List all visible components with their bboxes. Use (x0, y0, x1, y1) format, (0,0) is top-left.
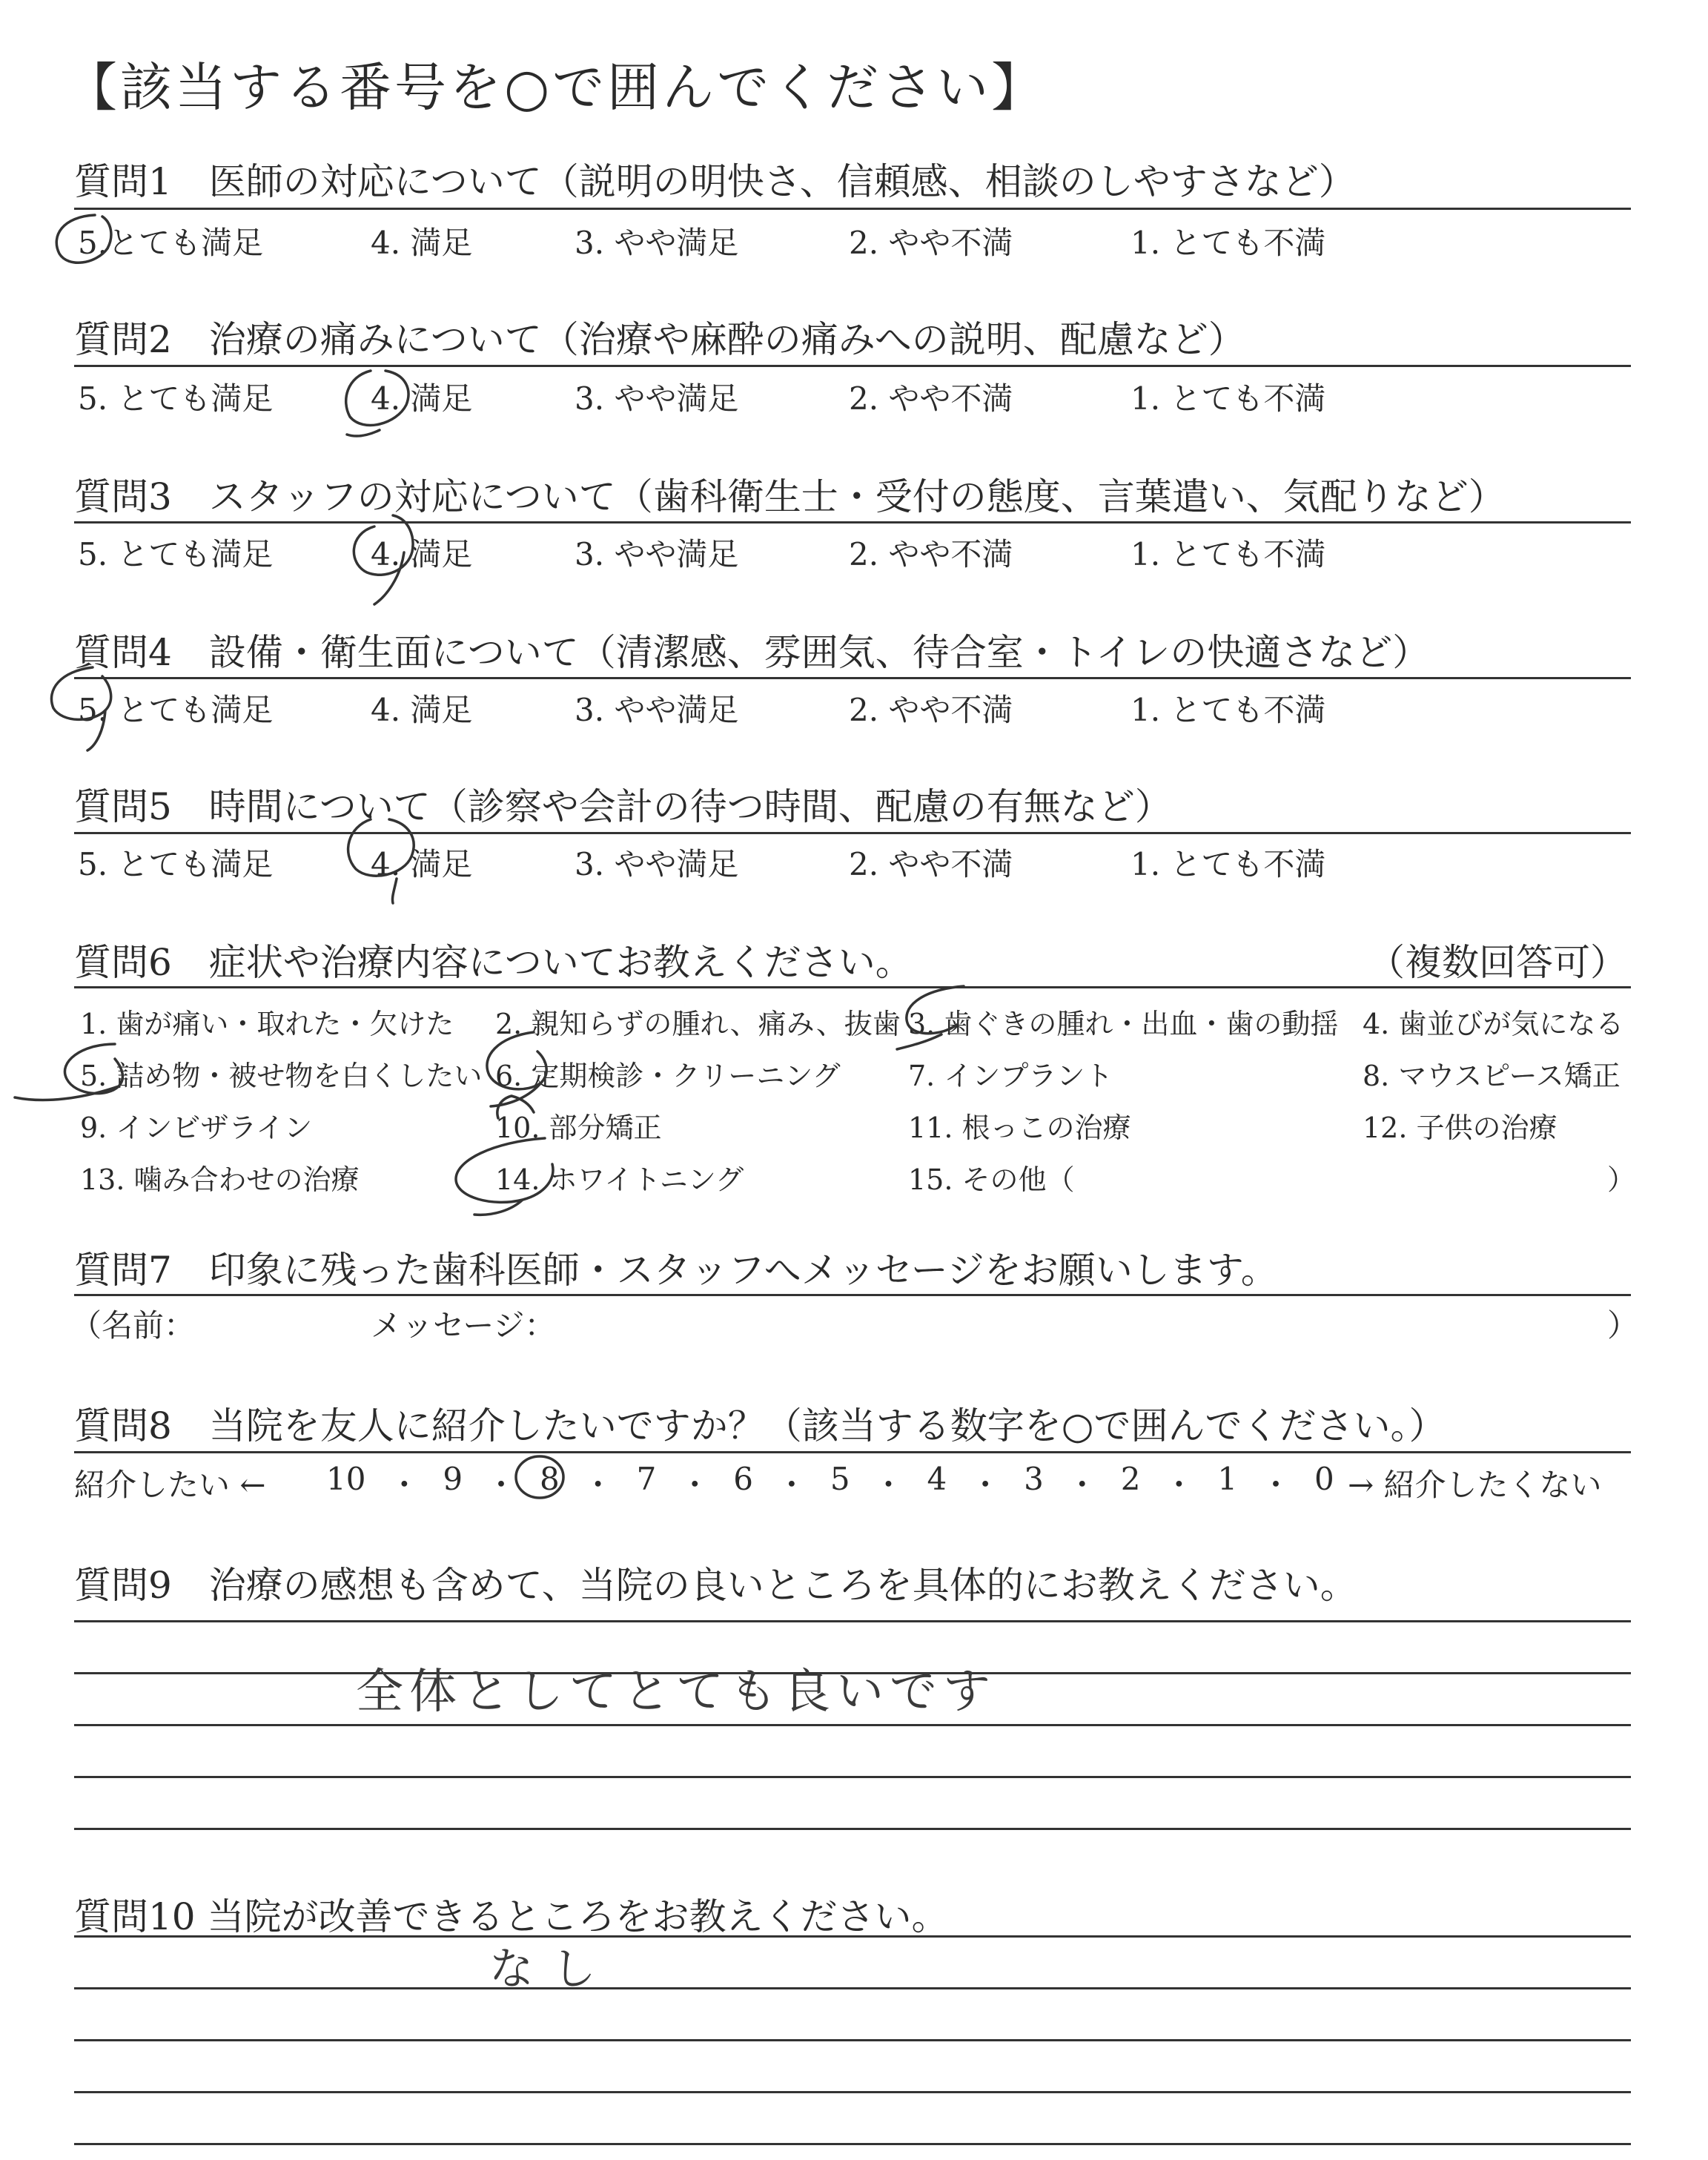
q8-scale (326, 1461, 1334, 1505)
scale-7[interactable]: 7 (636, 1461, 657, 1497)
q5-option-1[interactable]: 1. とても不満 (1131, 846, 1326, 882)
answer-line (74, 2091, 1631, 2093)
question-5-title: 質問5 時間について（診察や会計の待つ時間、配慮の有無など） (74, 785, 1172, 828)
scale-5[interactable]: 5 (830, 1461, 850, 1497)
divider (74, 677, 1631, 679)
q4-option-3[interactable]: 3. やや満足 (575, 692, 739, 728)
answer-line (74, 2039, 1631, 2041)
q6-option-15-close: ） (1607, 1163, 1636, 1196)
scale-dot: ・ (582, 1467, 614, 1503)
divider (74, 986, 1631, 988)
question-3-title: 質問3 スタッフの対応について（歯科衛生士・受付の態度、言葉遣い、気配りなど） (74, 475, 1506, 518)
q6-option-12[interactable]: 12. 子供の治療 (1363, 1112, 1558, 1144)
scale-8[interactable]: 8 (539, 1461, 560, 1497)
q3-option-5[interactable]: 5. とても満足 (78, 536, 274, 572)
question-6-note: （複数回答可） (1368, 941, 1627, 984)
q7-close-paren: ） (1607, 1307, 1639, 1344)
q5-option-5[interactable]: 5. とても満足 (78, 846, 274, 882)
q6-option-8[interactable]: 8. マウスピース矯正 (1363, 1060, 1621, 1092)
q6-option-3[interactable]: 3. 歯ぐきの腫れ・出血・歯の動揺 (908, 1008, 1339, 1040)
answer-line (74, 1724, 1631, 1726)
q4-option-2[interactable]: 2. やや不満 (849, 692, 1013, 728)
q6-option-5[interactable]: 5. 詰め物・被せ物を白くしたい (80, 1060, 483, 1092)
q5-option-3[interactable]: 3. やや満足 (575, 846, 739, 882)
q5-option-4[interactable]: 4. 満足 (371, 846, 473, 882)
q6-option-10[interactable]: 10. 部分矯正 (495, 1112, 662, 1144)
q2-option-1[interactable]: 1. とても不満 (1131, 380, 1326, 417)
q2-option-4[interactable]: 4. 満足 (371, 380, 473, 417)
q2-option-3[interactable]: 3. やや満足 (575, 380, 739, 417)
scale-10[interactable]: 10 (326, 1461, 366, 1497)
q5-option-2[interactable]: 2. やや不満 (849, 846, 1013, 882)
q1-option-4[interactable]: 4. 満足 (371, 225, 473, 261)
question-6-title: 質問6 症状や治療内容についてお教えください。 (74, 941, 913, 984)
question-2-title: 質問2 治療の痛みについて（治療や麻酔の痛みへの説明、配慮など） (74, 318, 1245, 361)
question-10-title: 質問10 当院が改善できるところをお教えください。 (74, 1895, 949, 1938)
divider (74, 832, 1631, 834)
scale-0[interactable]: 0 (1314, 1461, 1334, 1497)
answer-line (74, 1620, 1631, 1622)
question-8-title: 質問8 当院を友人に紹介したいですか？（該当する数字を○で囲んでください。） (74, 1404, 1446, 1447)
scale-dot: ・ (1260, 1467, 1292, 1503)
scale-9[interactable]: 9 (443, 1461, 463, 1497)
q9-handwritten-answer: 全体としてとても良いです (356, 1665, 996, 1720)
q2-option-2[interactable]: 2. やや不満 (849, 380, 1013, 417)
answer-line (74, 1828, 1631, 1830)
q6-option-4[interactable]: 4. 歯並びが気になる (1363, 1008, 1624, 1040)
divider (74, 365, 1631, 367)
q7-message-label: メッセージ： (371, 1307, 556, 1344)
scale-dot: ・ (486, 1467, 517, 1503)
q4-option-1[interactable]: 1. とても不満 (1131, 692, 1326, 728)
q6-option-1[interactable]: 1. 歯が痛い・取れた・欠けた (80, 1008, 454, 1040)
q7-name-label: （名前： (70, 1307, 196, 1344)
scale-dot: ・ (873, 1467, 904, 1503)
question-4-title: 質問4 設備・衛生面について（清潔感、雰囲気、待合室・トイレの快適さなど） (74, 631, 1430, 674)
scale-dot: ・ (775, 1467, 807, 1503)
q10-handwritten-answer: なし (489, 1943, 614, 1995)
answer-line (74, 1987, 1631, 1989)
q6-option-15[interactable]: 15. その他（ (908, 1163, 1075, 1196)
divider (74, 1294, 1631, 1296)
question-9-title: 質問9 治療の感想も含めて、当院の良いところを具体的にお教えください。 (74, 1564, 1357, 1607)
q3-option-3[interactable]: 3. やや満足 (575, 536, 739, 572)
q2-option-5[interactable]: 5. とても満足 (78, 380, 274, 417)
scale-dot: ・ (679, 1467, 711, 1503)
scale-4[interactable]: 4 (927, 1461, 947, 1497)
scale-dot: ・ (388, 1467, 420, 1503)
q6-option-13[interactable]: 13. 噛み合わせの治療 (80, 1163, 360, 1196)
q6-option-7[interactable]: 7. インプラント (908, 1060, 1113, 1092)
q3-option-1[interactable]: 1. とても不満 (1131, 536, 1326, 572)
scale-2[interactable]: 2 (1120, 1461, 1141, 1497)
answer-line (74, 2143, 1631, 2145)
q1-option-2[interactable]: 2. やや不満 (849, 225, 1013, 261)
scale-dot: ・ (1066, 1467, 1098, 1503)
q8-left-label: 紹介したい ← (74, 1467, 266, 1503)
divider (74, 1451, 1631, 1453)
q3-option-2[interactable]: 2. やや不満 (849, 536, 1013, 572)
q6-option-9[interactable]: 9. インビザライン (80, 1112, 313, 1144)
scale-dot: ・ (970, 1467, 1002, 1503)
q6-option-11[interactable]: 11. 根っこの治療 (908, 1112, 1131, 1144)
q4-option-4[interactable]: 4. 満足 (371, 692, 473, 728)
divider (74, 521, 1631, 524)
q1-option-5[interactable]: 5.とても満足 (78, 225, 264, 261)
question-7-title: 質問7 印象に残った歯科医師・スタッフへメッセージをお願いします。 (74, 1249, 1278, 1292)
scale-1[interactable]: 1 (1217, 1461, 1238, 1497)
q4-option-5[interactable]: 5. とても満足 (78, 692, 274, 728)
scale-6[interactable]: 6 (733, 1461, 753, 1497)
question-1-title: 質問1 医師の対応について（説明の明快さ、信頼感、相談のしやすさなど） (74, 160, 1356, 203)
q6-option-6[interactable]: 6. 定期検診・クリーニング (495, 1060, 841, 1092)
divider (74, 208, 1631, 210)
scale-3[interactable]: 3 (1024, 1461, 1044, 1497)
answer-line (74, 1776, 1631, 1778)
page-title: 【該当する番号を○で囲んでください】 (65, 57, 1047, 118)
q6-option-2[interactable]: 2. 親知らずの腫れ、痛み、抜歯 (495, 1008, 901, 1040)
scale-dot: ・ (1163, 1467, 1195, 1503)
q1-option-3[interactable]: 3. やや満足 (575, 225, 739, 261)
answer-line (74, 1935, 1631, 1938)
q6-option-14[interactable]: 14. ホワイトニング (495, 1163, 744, 1196)
q8-right-label: → 紹介したくない (1348, 1467, 1602, 1503)
q1-option-1[interactable]: 1. とても不満 (1131, 225, 1326, 261)
q3-option-4[interactable]: 4. 満足 (371, 536, 473, 572)
